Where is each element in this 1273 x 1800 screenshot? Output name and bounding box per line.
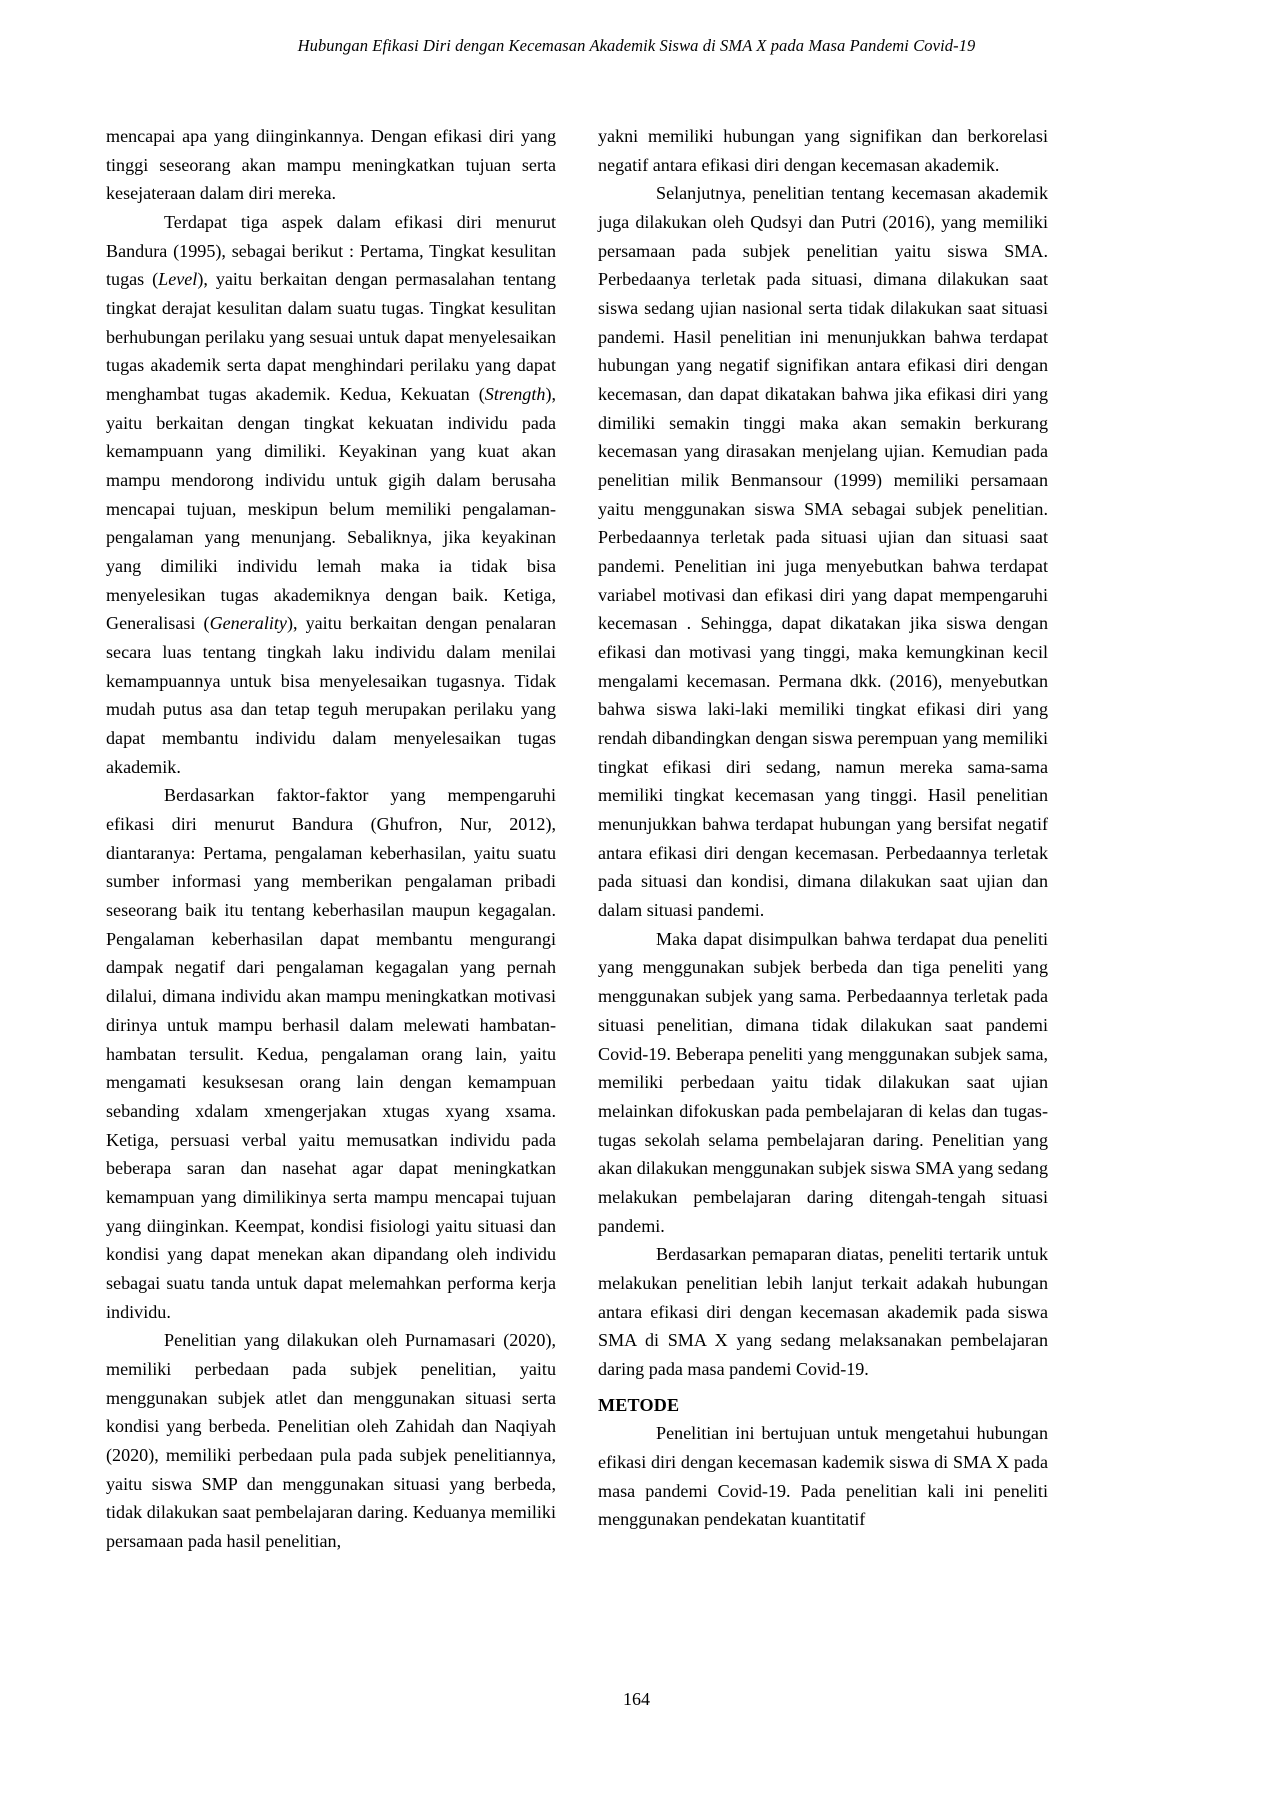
italic-term: Strength — [484, 384, 546, 405]
paragraph: Penelitian ini bertujuan untuk mengetahui hubungan efikasi diri dengan kecemasan kademik siswa di SMA X pada masa pandemi Covid-19. Pada penelitian kali ini peneliti menggunakan pendekatan kuantitatif — [598, 1423, 1048, 1530]
two-column-body — [106, 122, 1167, 1660]
italic-term: Level — [158, 269, 198, 290]
paragraph: Selanjutnya, penelitian tentang kecemasan akademik juga dilakukan oleh Qudsyi dan Putri (2016), yang memiliki persamaan pada subjek penelitian yaitu siswa SMA. Perbedaanya terletak pada situasi, dimana dilakukan saat siswa sedang ujian nasional serta tidak dilakukan saat situasi pandemi. Hasil penelitian ini menunjukkan bahwa terdapat hubungan yang negatif signifikan antara efikasi diri dengan kecemasan, dan dapat dikatakan bahwa jika efikasi diri yang dimiliki semakin tinggi maka akan semakin berkurang kecemasan yang dirasakan menjelang ujian. Kemudian pada penelitian milik Benmansour (1999) memiliki persamaan yaitu menggunakan siswa SMA sebagai subjek penelitian. Perbedaannya terletak pada situasi ujian dan situasi saat pandemi. Penelitian ini juga menyebutkan bahwa terdapat variabel motivasi dan efikasi diri yang dapat mempengaruhi kecemasan . Sehingga, dapat dikatakan jika siswa dengan efikasi dan motivasi yang tinggi, maka kemungkinan kecil mengalami kecemasan. Permana dkk. (2016), menyebutkan bahwa siswa laki-laki memiliki tingkat efikasi diri yang rendah dibandingkan dengan siswa perempuan yang memiliki tingkat efikasi diri sedang, namun mereka sama-sama memiliki tingkat kecemasan yang tinggi. Hasil penelitian menunjukkan bahwa terdapat hubungan yang bersifat negatif antara efikasi diri dengan kecemasan. Perbedaannya terletak pada situasi dan kondisi, dimana dilakukan saat ujian dan dalam situasi pandemi. — [598, 183, 1048, 921]
section-heading-metode: METODE — [598, 1394, 680, 1415]
italic-term: Generality — [209, 613, 287, 634]
paragraph: Maka dapat disimpulkan bahwa terdapat dua peneliti yang menggunakan subjek berbeda dan tiga peneliti yang menggunakan subjek yang sama. Perbedaannya terletak pada situasi penelitian, dimana tidak dilakukan saat pandemi Covid-19. Beberapa peneliti yang menggunakan subjek sama, memiliki perbedaan yaitu tidak dilakukan saat ujian melainkan difokuskan pada pembelajaran di kelas dan tugas-tugas sekolah selama pembelajaran daring. Penelitian yang akan dilakukan menggunakan subjek siswa SMA yang sedang melakukan pembelajaran daring ditengah-tengah situasi pandemi. — [598, 928, 1048, 1236]
right-column — [598, 122, 1048, 1534]
paragraph: mencapai apa yang diinginkannya. Dengan efikasi diri yang tinggi seseorang akan mampu meningkatkan tujuan serta kesejateraan dalam diri mereka. — [106, 126, 556, 204]
paragraph: Berdasarkan pemaparan diatas, peneliti tertarik untuk melakukan penelitian lebih lanjut terkait adakah hubungan antara efikasi diri dengan kecemasan akademik pada siswa SMA di SMA X yang sedang melaksanakan pembelajaran daring pada masa pandemi Covid-19. — [598, 1244, 1048, 1379]
running-head: Hubungan Efikasi Diri dengan Kecemasan Akademik Siswa di SMA X pada Masa Pandemi Covid-19 — [297, 36, 976, 55]
left-column — [106, 122, 556, 1556]
paragraph: Berdasarkan faktor-faktor yang mempengaruhi efikasi diri menurut Bandura (Ghufron, Nur, 2012), diantaranya: Pertama, pengalaman keberhasilan, yaitu suatu sumber informasi yang memberikan pengalaman pribadi seseorang baik itu tentang keberhasilan maupun kegagalan. Pengalaman keberhasilan dapat membantu mengurangi dampak negatif dari pengalaman kegagalan yang pernah dilalui, dimana individu akan mampu meningkatkan motivasi dirinya untuk mampu berhasil dalam melewati hambatan-hambatan tersulit. Kedua, pengalaman orang lain, yaitu mengamati kesuksesan orang lain dengan kemampuan sebanding xdalam xmengerjakan xtugas xyang xsama. Ketiga, persuasi verbal yaitu memusatkan individu pada beberapa saran dan nasehat agar dapat meningkatkan kemampuan yang dimilikinya serta mampu mencapai tujuan yang diinginkan. Keempat, kondisi fisiologi yaitu situasi dan kondisi yang dapat menekan akan dipandang oleh individu sebagai suatu tanda untuk dapat melemahkan performa kerja individu. — [106, 785, 556, 1322]
paragraph: yakni memiliki hubungan yang signifikan dan berkorelasi negatif antara efikasi diri dengan kecemasan akademik. — [598, 126, 1048, 175]
paragraph-aspek-efikasi: Terdapat tiga aspek dalam efikasi diri menurut Bandura (1995), sebagai berikut : Pertama, Tingkat kesulitan tugas (Level), yaitu berkaitan dengan permasalahan tentang tingkat derajat kesulitan dalam suatu tugas. Tingkat kesulitan berhubungan perilaku yang sesuai untuk dapat menyelesaikan tugas akademik serta dapat menghindari perilaku yang dapat menghambat tugas akademik. Kedua, Kekuatan (Strength), yaitu berkaitan dengan tingkat kekuatan individu pada kemampuann yang dimiliki. Keyakinan yang kuat akan mampu mendorong individu untuk gigih dalam berusaha mencapai tujuan, meskipun belum memiliki pengalaman-pengalaman yang menunjang. Sebaliknya, jika keyakinan yang dimiliki individu lemah maka ia tidak bisa menyelesikan tugas akademiknya dengan baik. Ketiga, Generalisasi (Generality), yaitu berkaitan dengan penalaran secara luas tentang tingkah laku individu dalam menilai kemampuannya untuk bisa menyelesaikan tugasnya. Tidak mudah putus asa dan tetap teguh merupakan perilaku yang dapat membantu individu dalam menyelesaikan tugas akademik. — [106, 212, 556, 777]
page-number: 164 — [623, 1689, 650, 1709]
paragraph: Penelitian yang dilakukan oleh Purnamasari (2020), memiliki perbedaan pada subjek penelitian, yaitu menggunakan subjek atlet dan menggunakan situasi serta kondisi yang berbeda. Penelitian oleh Zahidah dan Naqiyah (2020), memiliki perbedaan pula pada subjek penelitiannya, yaitu siswa SMP dan menggunakan situasi yang berbeda, tidak dilakukan saat pembelajaran daring. Keduanya memiliki persamaan pada hasil penelitian, — [106, 1330, 556, 1551]
